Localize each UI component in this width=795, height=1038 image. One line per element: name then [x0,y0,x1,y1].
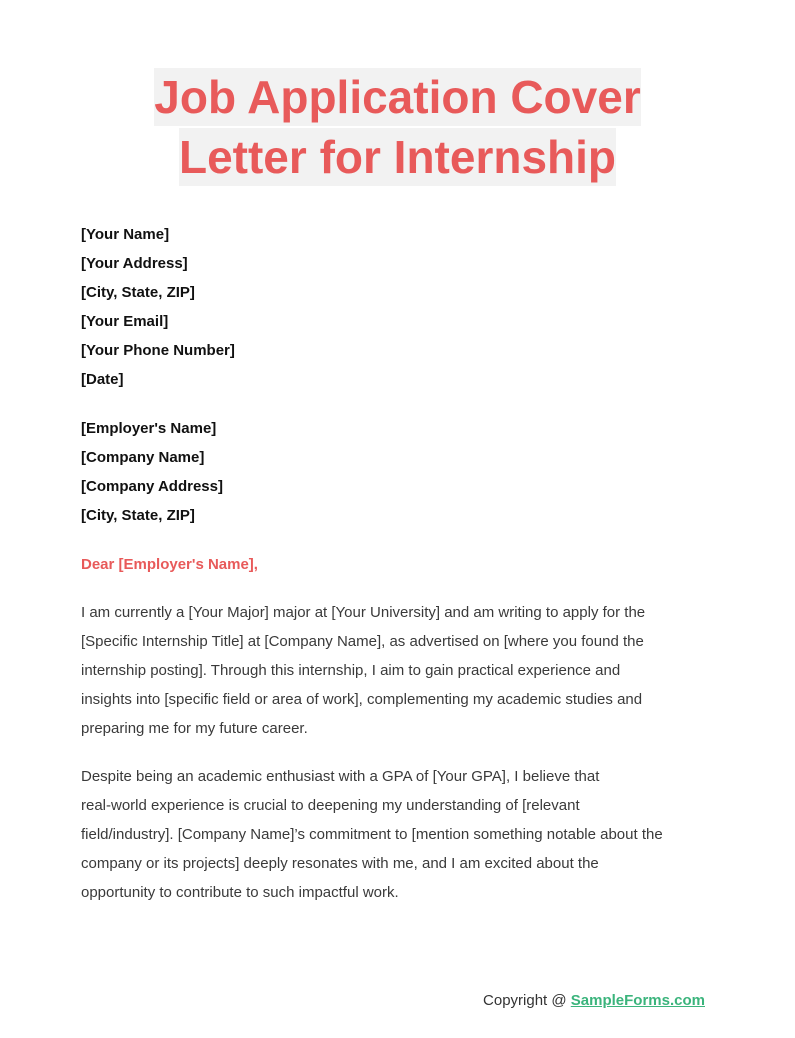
paragraph-line: company or its projects] deeply resonates with me, and I am excited about the [81,855,599,872]
title-line-1: Job Application Cover [154,68,640,126]
salutation: Dear [Employer's Name], [81,556,258,573]
page-title [0,68,795,186]
employer-name: [Employer's Name] [81,420,217,437]
sender-address: [Your Address] [81,255,188,272]
body-paragraph-1 [81,598,721,743]
copyright-footer [483,987,705,1015]
body-paragraph-2 [81,762,721,907]
sender-city-state-zip: [City, State, ZIP] [81,284,195,301]
sender-phone: [Your Phone Number] [81,342,235,359]
sender-address-block [81,220,235,394]
paragraph-line: Despite being an academic enthusiast with a GPA of [Your GPA], I believe that [81,768,600,785]
company-name: [Company Name] [81,449,205,466]
paragraph-line: opportunity to contribute to such impactful work. [81,884,399,901]
sender-name: [Your Name] [81,226,170,243]
letter-date: [Date] [81,371,124,388]
title-line-2: Letter for Internship [179,128,616,186]
paragraph-line: field/industry]. [Company Name]’s commitment to [mention something notable about the [81,826,663,843]
paragraph-line: I am currently a [Your Major] major at [Your University] and am writing to apply for the [81,604,646,621]
company-address: [Company Address] [81,478,223,495]
sampleforms-link[interactable]: SampleForms.com [570,992,705,1009]
paragraph-line: preparing me for my future career. [81,720,308,737]
paragraph-line: [Specific Internship Title] at [Company Name], as advertised on [where you found the [81,633,644,650]
paragraph-line: real-world experience is crucial to deepening my understanding of [relevant [81,797,580,814]
company-city-state-zip: [City, State, ZIP] [81,507,195,524]
paragraph-line: internship posting]. Through this internship, I aim to gain practical experience and [81,662,621,679]
recipient-address-block [81,414,223,530]
copyright-text: Copyright @ [483,992,571,1009]
paragraph-line: insights into [specific field or area of work], complementing my academic studies and [81,691,643,708]
sender-email: [Your Email] [81,313,169,330]
